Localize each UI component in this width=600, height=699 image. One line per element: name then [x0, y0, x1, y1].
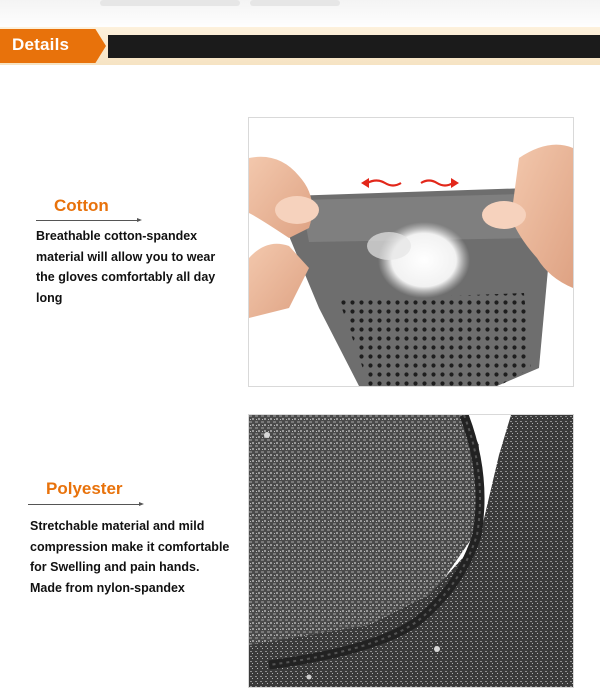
- glove-polyester-knit-closeup-photo-icon: [249, 415, 573, 687]
- top-blob-left: [100, 0, 240, 6]
- cotton-title: Cotton: [54, 196, 109, 215]
- cotton-description: [36, 226, 246, 308]
- cotton-desc-line: Breathable cotton-spandex: [36, 229, 198, 243]
- details-header: [0, 27, 600, 65]
- polyester-description: [30, 516, 250, 598]
- cotton-desc-line: material will allow you to wear: [36, 249, 216, 264]
- header-black-bar: [108, 35, 600, 58]
- polyester-glove-photo: [248, 414, 574, 688]
- polyester-desc-line: compression make it comfortable: [30, 539, 230, 554]
- cotton-underline-arrow: [36, 220, 138, 221]
- polyester-desc-line: Stretchable material and mild: [30, 519, 205, 533]
- glove-cotton-stretch-photo-icon: [249, 118, 573, 386]
- top-blob-right: [250, 0, 340, 6]
- cotton-glove-photo: [248, 117, 574, 387]
- cotton-desc-line: long: [36, 290, 63, 305]
- details-tab-label: Details: [12, 35, 70, 54]
- polyester-underline-arrow: [28, 504, 140, 505]
- polyester-desc-line: for Swelling and pain hands.: [30, 560, 200, 574]
- top-fade-strip: [0, 0, 600, 30]
- polyester-title: Polyester: [46, 479, 123, 498]
- polyester-desc-line: Made from nylon-spandex: [30, 580, 185, 595]
- cotton-desc-line: the gloves comfortably all day: [36, 270, 216, 284]
